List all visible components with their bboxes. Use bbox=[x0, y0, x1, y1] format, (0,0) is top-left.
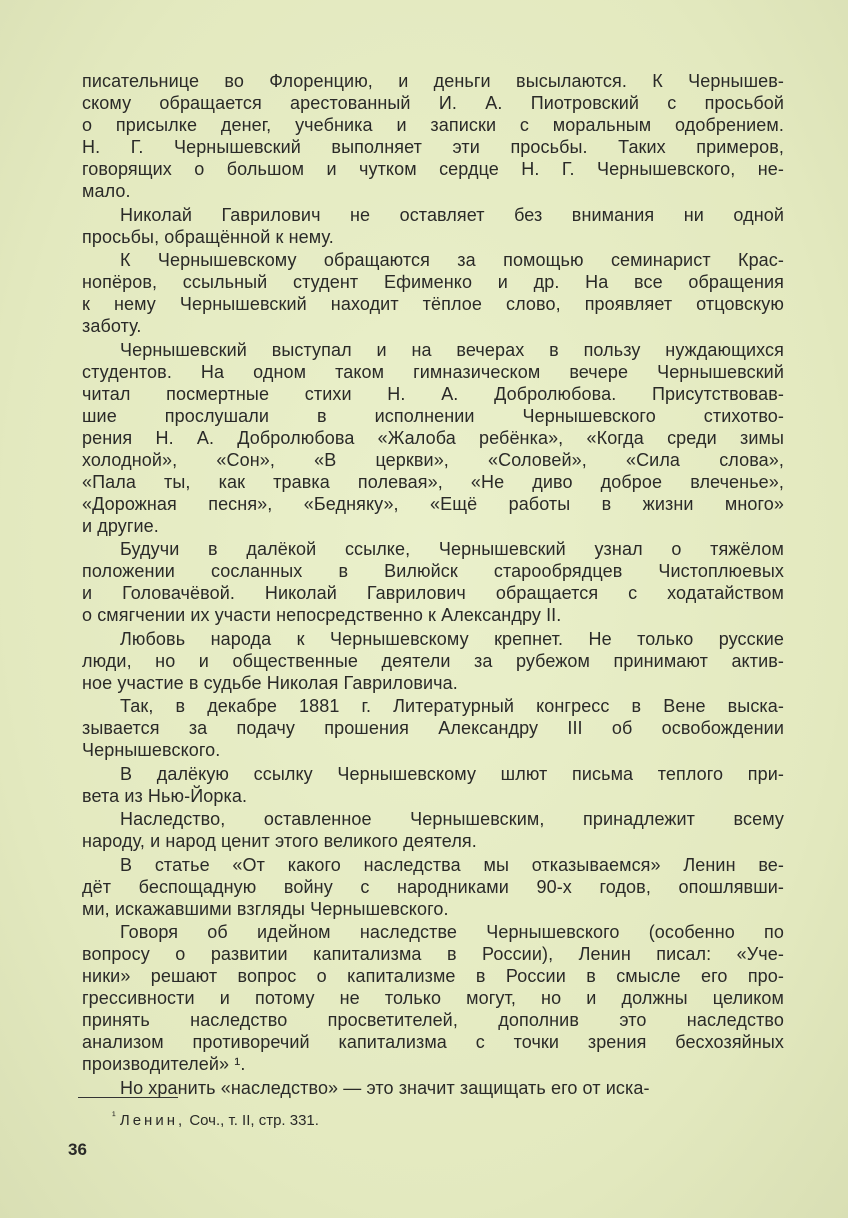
text-line: В статье «От какого наследства мы отказываемся» Ленин ве- bbox=[120, 854, 784, 875]
text-line: «Дорожная песня», «Бедняку», «Ещё работы в жизни много» bbox=[82, 493, 784, 514]
text-line: Так, в декабре 1881 г. Литературный конгресс в Вене выска- bbox=[120, 696, 784, 716]
text-line: рения Н. А. Добролюбова «Жалоба ребёнка», «Когда среди зимы bbox=[82, 427, 784, 448]
text-line: читал посмертные стихи Н. А. Добролюбова. Присутствовав- bbox=[82, 383, 784, 404]
text-line: грессивности и потому не только могут, но и должны целиком bbox=[82, 988, 784, 1008]
footnote-divider bbox=[78, 1097, 178, 1098]
text-line: «Пала ты, как травка полевая», «Не диво доброе влеченье», bbox=[82, 471, 784, 492]
text-line: шие прослушали в исполнении Чернышевского стихотво- bbox=[82, 405, 784, 426]
text-line: Чернышевского. bbox=[82, 740, 221, 760]
text-line: принять наследство просветителей, дополнив это наследство bbox=[82, 1010, 784, 1030]
paragraph bbox=[82, 695, 784, 761]
text-line: к нему Чернышевский находит тёплое слово, проявляет отцовскую bbox=[82, 294, 784, 314]
text-line: люди, но и общественные деятели за рубежом принимают актив- bbox=[82, 650, 784, 671]
text-line: В далёкую ссылку Чернышевскому шлют письма теплого при- bbox=[120, 763, 784, 784]
footnote-mark: ¹ bbox=[112, 1110, 116, 1122]
text-line: Будучи в далёкой ссылке, Чернышевский узнал о тяжёлом bbox=[120, 539, 784, 559]
text-line: ми, искажавшими взгляды Чернышевского. bbox=[82, 898, 449, 919]
text-line: мало. bbox=[82, 181, 131, 201]
footnote bbox=[112, 1110, 319, 1129]
text-line: анализом противоречий капитализма с точки зрения бесхозяйных bbox=[82, 1032, 784, 1052]
text-line: студентов. На одном таком гимназическом вечере Чернышевский bbox=[82, 361, 784, 382]
text-line: К Чернышевскому обращаются за помощью семинарист Крас- bbox=[120, 250, 784, 270]
footnote-reference: Соч., т. II, стр. 331. bbox=[189, 1112, 319, 1129]
text-line: нопёров, ссыльный студент Ефименко и др. На все обращения bbox=[82, 272, 784, 292]
paragraph bbox=[82, 538, 784, 626]
paragraph bbox=[82, 854, 784, 920]
text-line: Наследство, оставленное Чернышевским, принадлежит всему bbox=[120, 809, 784, 829]
paragraph bbox=[82, 808, 784, 852]
paragraph bbox=[82, 70, 784, 202]
text-line: вета из Нью-Йорка. bbox=[82, 785, 248, 806]
text-line: и Головачёвой. Николай Гаврилович обращается с ходатайством bbox=[82, 583, 784, 603]
paragraph bbox=[82, 1077, 784, 1099]
text-line: и другие. bbox=[82, 515, 159, 536]
footnote-author: Ленин, bbox=[119, 1112, 186, 1129]
text-line: дёт беспощадную войну с народниками 90-х годов, опошлявши- bbox=[82, 876, 784, 897]
text-line: положении сосланных в Вилюйск старообрядцев Чистоплюевых bbox=[82, 561, 784, 581]
text-line: скому обращается арестованный И. А. Пиотровский с просьбой bbox=[82, 93, 784, 113]
text-line: ное участие в судьбе Николая Гавриловича. bbox=[82, 672, 458, 693]
text-line: просьбы, обращённой к нему. bbox=[82, 226, 334, 247]
text-line: говорящих о большом и чутком сердце Н. Г. Чернышевского, не- bbox=[82, 159, 784, 179]
text-line: производителей» ¹. bbox=[82, 1054, 246, 1074]
text-line: Чернышевский выступал и на вечерах в пользу нуждающихся bbox=[120, 339, 784, 360]
paragraph bbox=[82, 339, 784, 537]
text-line: зывается за подачу прошения Александру III об освобождении bbox=[82, 718, 784, 738]
paragraph bbox=[82, 204, 784, 248]
text-line: Но хранить «наследство» — это значит защищать его от иска- bbox=[120, 1077, 650, 1098]
text-line: холодной», «Сон», «В церкви», «Соловей», «Сила слова», bbox=[82, 449, 784, 470]
text-line: Николай Гаврилович не оставляет без внимания ни одной bbox=[120, 204, 784, 225]
text-line: народу, и народ ценит этого великого деятеля. bbox=[82, 831, 477, 851]
text-line: Н. Г. Чернышевский выполняет эти просьбы. Таких примеров, bbox=[82, 137, 784, 157]
paragraph bbox=[82, 249, 784, 337]
text-line: писательнице во Флоренцию, и деньги высылаются. К Чернышев- bbox=[82, 71, 784, 91]
text-line: о смягчении их участи непосредственно к Александру II. bbox=[82, 605, 562, 625]
text-line: заботу. bbox=[82, 316, 142, 336]
body-text bbox=[82, 70, 784, 1100]
text-line: Говоря об идейном наследстве Чернышевского (особенно по bbox=[120, 922, 784, 942]
paragraph bbox=[82, 628, 784, 694]
text-line: ники» решают вопрос о капитализме в России в смысле его про- bbox=[82, 966, 784, 986]
text-line: вопросу о развитии капитализма в России), Ленин писал: «Уче- bbox=[82, 944, 784, 964]
text-line: Любовь народа к Чернышевскому крепнет. Не только русские bbox=[120, 628, 784, 649]
page-number: 36 bbox=[68, 1140, 87, 1159]
paragraph bbox=[82, 763, 784, 807]
paragraph bbox=[82, 921, 784, 1075]
text-line: о присылке денег, учебника и записки с моральным одобрением. bbox=[82, 115, 784, 135]
